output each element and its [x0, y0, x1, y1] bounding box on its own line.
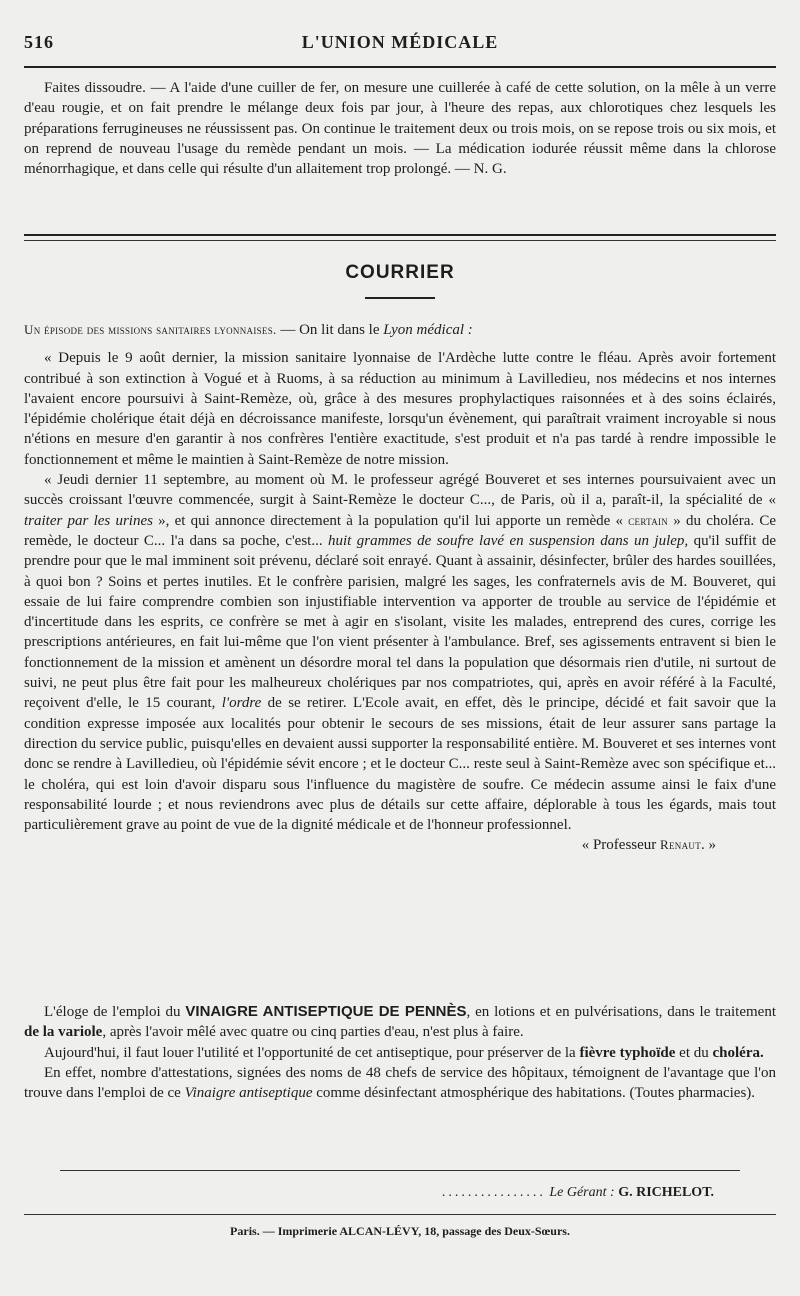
advert-cholera: choléra. [712, 1044, 764, 1061]
advert-paragraph-3 [24, 1063, 776, 1104]
section-title: COURRIER [345, 262, 455, 283]
advert-vinaigre-italic: Vinaigre antiseptique [184, 1085, 313, 1102]
header-rule [24, 66, 776, 68]
p2-italic-ordre: l'ordre [221, 695, 262, 712]
advert-paragraph-2 [24, 1043, 776, 1063]
advert [24, 1002, 776, 1103]
gerant-dots: ................ [441, 1185, 546, 1200]
advert-p3-b: comme désinfectant atmosphérique des habitations. (Toutes pharmacies). [312, 1085, 756, 1102]
p2-italic-urines: traiter par les urines [24, 512, 153, 529]
article-paragraph-1: « Depuis le 9 août dernier, la mission sanitaire lyonnaise de l'Ardèche lutte contre le fléau. Après avoir fortement contribué à son extinction à Vogué et à Ruoms, à sa réduction au minimum à Lavilledieu, nos médecins et nos internes l'avaient encore poursuivi à Saint-Remèze, où, grâce à des mesures prophylactiques raisonnées et à des soins éclairés, l'épidémie cholérique était déjà en décroissance manifeste, lorsqu'un évènement, qui paraîtrait vraiment incroyable si nous n'étions en mesure d'en garantir à nos confrères l'entière exactitude, s'est produit et n'a pas tardé à rendre impossible le fonctionnement et même le maintien à Saint-Remèze de notre mission. [24, 350, 776, 468]
article-signature [24, 835, 776, 855]
p2-italic-soufre: huit grammes de soufre lavé en suspension dans un julep, [327, 532, 689, 549]
page-header [24, 32, 776, 62]
p2-text-b: », et qui annonce directement à la population qu'il lui apporte un remède « [152, 512, 629, 529]
gerant-name: G. RICHELOT. [618, 1185, 714, 1200]
p2-text-e: de se retirer. L'Ecole avait, en effet, dès le principe, décidé et fait savoir que la condition expresse imposée aux localités pour obtenir le secours de ses missions, était de leur assurer sans partage la direction du service public, puisqu'elles en devaient aussi supporter la responsabilité entière. M. Bouveret et ses internes vont donc se rendre à Lavilledieu, où l'épidémie sévit encore ; et le docteur C... reste seul à Saint-Remèze avec son spécifique et... le choléra, qui est loin d'avoir disparu sous l'influence du magistère de soufre. Ce médecin assume ainsi le faix d'une responsabilité lourde ; et nous reviendrons avec plus de détails sur cette affaire, déplorable à tous les égards, mais tout particulièrement grave au point de vue de la dignité médicale et de l'honneur professionnel. [24, 695, 776, 834]
advert-variole: de la variole [24, 1024, 103, 1041]
article-source: Lyon médical : [383, 322, 473, 338]
signature-name: Renaut [660, 837, 701, 853]
footer-rule-top [60, 1170, 740, 1171]
section-title-underline [365, 297, 435, 299]
section-double-rule-bottom [24, 240, 776, 241]
article-heading: Un épisode des missions sanitaires lyonnaises. [24, 322, 277, 337]
intro-text: Faites dissoudre. — A l'aide d'une cuiller de fer, on mesure une cuillerée à café de cette solution, on la mêle à un verre d'eau rougie, et on fait prendre le mélange deux fois par jour, à l'heure des repas, aux chlorotiques chez lesquels les préparations ferrugineuses ne réussissent pas. On continue le traitement deux ou trois mois, on se repose trois ou six mois, et on reprend de nouveau l'usage du remède pendant un mois. — La médication iodurée réussit même dans la chlorose ménorrhagique, et dans celle qui résulte d'un allaitement trop prolongé. — N. G. [24, 80, 776, 178]
article-lead [24, 320, 776, 340]
p2-text-d: qu'il suffit de prendre pour que le mal imminent soit prévenu, déclaré soit enrayé. Quant à assainir, désinfecter, brûler des hardes souillées, à quoi bon ? Soins et pertes inutiles. Et le confrère parisien, malgré les sages, les confraternels avis de M. Bouveret, qui essaie de lui faire comprendre combien son injustifiable intervention va apporter de trouble au service de l'épidémie et d'incertitude dans les esprits, ce confrère se met à agir en s'isolant, visite les malades, entreprend des cures, corrige les prescriptions antérieures, en fait lui-même que l'on vient présenter à l'ambulance. Bref, ses agissements entravent si bien le fonctionnement de la mission et amènent un désordre moral tel dans la population que désormais rien d'utile, ni surtout de suivi, ne peut plus être fait pour les malheureux cholériques par nos compatriotes, qui, après en avoir référé à la Faculté, reçoivent d'elle, le 15 courant, [24, 532, 776, 712]
advert-p1-c: , en lotions et en pulvérisations, dans le traitement [466, 1004, 777, 1020]
signature-prefix: « Professeur [581, 837, 661, 854]
printer-imprint: Paris. — Imprimerie ALCAN-LÉVY, 18, passage des Deux-Sœurs. [230, 1224, 570, 1238]
advert-p2-a: Aujourd'hui, il faut louer l'utilité et l'opportunité de cet antiseptique, pour préserver de la [44, 1044, 580, 1061]
advert-p1-e: , après l'avoir mêlé avec quatre ou cinq parties d'eau, n'est plus à faire. [102, 1024, 524, 1041]
running-title: L'UNION MÉDICALE [301, 32, 499, 52]
section-double-rule-top [24, 234, 776, 236]
advert-product-name: VINAIGRE ANTISEPTIQUE DE PENNÈS [185, 1003, 467, 1020]
p2-text-a: « Jeudi dernier 11 septembre, au moment où M. le professeur agrégé Bouveret et ses internes poursuivaient avec un succès croissant l'œuvre commencée, surgit à Saint-Remèze le docteur C..., de Paris, où il a, paraît-il, la spécialité de « [24, 472, 776, 509]
article [24, 320, 776, 856]
article-paragraph-2 [24, 470, 776, 835]
gerant-line [24, 1185, 776, 1201]
advert-p2-c: et du [675, 1044, 713, 1061]
article-lead-text: — On lit dans le [276, 322, 384, 338]
intro-paragraph [24, 78, 776, 179]
page-number: 516 [24, 32, 54, 52]
advert-typhoide: fièvre typhoïde [579, 1044, 676, 1061]
gerant-label: Le Gérant : [549, 1185, 619, 1200]
footer-rule-bottom [24, 1214, 776, 1215]
signature-suffix: . » [701, 837, 716, 854]
advert-paragraph-1 [24, 1002, 776, 1043]
advert-p3-a: En effet, nombre d'attestations, signées des noms de 48 chefs de service des hôpitaux, témoignent de l'avantage que l'on trouve dans l'emploi de ce [24, 1064, 776, 1102]
p2-text-c: » du choléra. Ce remède, le docteur C... l'a dans sa poche, c'est... [24, 512, 776, 549]
p2-smallcaps-certain: certain [628, 512, 669, 528]
advert-p1-a: L'éloge de l'emploi du [44, 1004, 186, 1020]
